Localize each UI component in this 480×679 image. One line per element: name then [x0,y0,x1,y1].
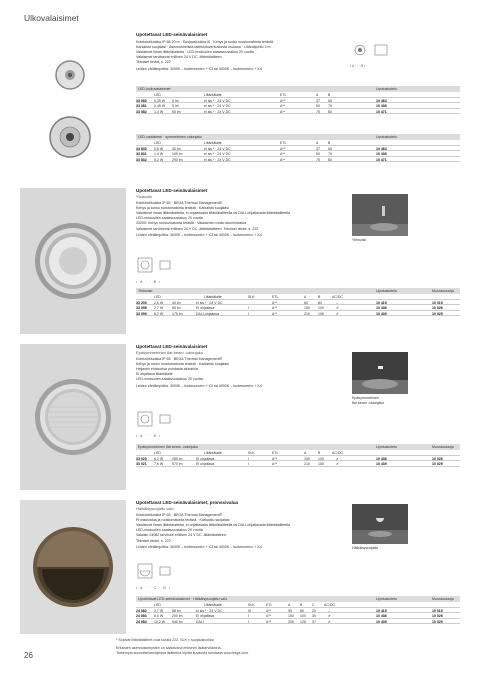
footnotes: * Sopivat liitäntälaitteet ovat sivulla 222. SLK = suojausluokka Erilaisten asennuskehysten on saatavana erikseen lisätarvikkeina. Tarkempia suunnittelusohjeissa lisätietoa löydät kuvausta kohdasta www.bega.com. [116,638,250,655]
section-title: Upotettavat LED-seinävalaisimet [136,344,208,349]
section-title: Upotettavat LED-seinävalaisimet, pronssivalua [136,500,239,505]
table-row: 33 830 0,6 W 30 lm ei sis.* · 24 V DC A** 37 65 10 464 [136,146,460,152]
table-symmetric-lights [136,134,460,162]
dimension-symbols: • A · · · B • [350,64,366,68]
photo-caption: Yleisvalo [352,238,367,242]
dimension-symbols: • A · · B • [136,280,162,284]
table-columns: LED Liitäntälaite SLK ETL A B AC/DC [136,450,460,456]
table-row: 33 021 7,6 W 570 lm Ei ohjattava I A** 210 105 ✔ 10 439 10 029 [136,461,460,467]
section-subtitle: Yleisvalo [136,193,153,199]
page-title: Ulkovalaisimet [24,13,79,23]
table-row: 33 081 0,45 W 5 lm ei sis.* · 24 V DC A** 50 75 10 435 [136,103,460,109]
product-photo [20,344,126,490]
section-subtitle: Häikäisysuojattu valo [136,505,174,511]
product-photo [20,500,126,634]
dimension-symbols: • A · · C · B • [136,586,172,590]
dimension-drawing [136,562,196,582]
dimension-drawing [348,38,394,78]
table-path-lights [136,86,460,114]
photo-caption: Häikäisysuojattu [352,546,379,550]
table-row: 33 098 2,7 W 65 lm Ei ohjattava I A** 150 100 ✔ 10 436 10 026 [136,305,460,311]
section-title: Upotettavat LED-seinävalaisimet [136,188,208,193]
table-row: 33 082 1,4 W 50 lm ei sis.* · 24 V DC A** 75 80 10 471 [136,109,460,115]
table-flat-beam [136,444,460,467]
table-row: 33 831 1,4 W 105 lm ei sis.* · 24 V DC A** 50 75 10 435 [136,151,460,157]
dimension-drawing [136,410,196,430]
section-description: Kotelointiluokka IP 65 · BEGA Thermal Management® Kehys ja runko ruostumatonta terästä · Karkaistu suojalasi Heijastin eloksoitua puhdasta alumiinia Ei ohjattava liitäntälaite LED-moduulien saatavuustakuu 20 vuotta Leiden värilämpötila: 3000K – tuotenumero + K3 tai 4000K – tuotenumero + K4 [136,356,262,388]
table-row: 33 832 5,2 W 290 lm ei sis.* · 24 V DC A** 75 80 10 471 [136,157,460,163]
table-header-bar: LED-valaisimet · symmetrinen valonjako Upotuskotelo [136,134,460,140]
section-description: Kotelointiluokka IP 65 · BEGA Thermal Management® Pronssivalua ja ruostumatonta terästä · Karkaistu suojalasi Valaisimet ilman liitäntälaitetta, ei ohjattavalla liitäntälaitteella tai DALI-ohjattavalla liitäntälaitteella LED-moduulien saatavuustakuu 20 vuotta Valaisin 24082 tarvitsee erillisen 24 V DC -liitäntälaitteen. Tekniset tiedot, s. 222 Leiden värilämpötila: 3000K – tuotenumero + K3 tai 4000K – tuotenumero + K4 [136,512,291,549]
table-header-bar: Epäsymmetrinen flat beam -valonjako Upotuskotelo Muuraussarja [136,444,460,450]
application-photo [352,352,408,394]
table-header-bar: Upotettavat LED-seinävalaisimet · Häikäisysuojattu valo Upotuskotelo Muuraussarja [136,596,460,602]
table-columns: LED Liitäntälaite SLK ETL A B C AC/DC [136,602,460,608]
table-columns: LED Liitäntälaite SLK ETL A B AC/DC [136,294,460,300]
table-row: 33 080 0,35 W 5 lm ei sis.* · 24 V DC A** 37 65 10 464 [136,98,460,104]
page-number: 26 [24,651,33,660]
table-row: 24 084 10,2 W 540 lm DALI I A** 200 125 37 ✔ 10 439 10 029 [136,619,460,625]
product-image-general [20,188,126,334]
photo-caption: Epäsymmetrinen flat beam -valonjako [352,396,385,405]
product-photo [20,32,126,184]
section-general-light [20,184,460,334]
section-bronze-glare-free [20,496,460,636]
product-image-flat-beam [20,344,126,490]
section-led-path-lights [20,28,460,178]
product-image-bronze [20,500,126,634]
table-row: 33 020 6,2 W 285 lm Ei ohjattava I A** 150 100 ✔ 10 436 10 026 [136,456,460,462]
section-flat-beam [20,340,460,490]
section-title: Upotettavat LED-seinävalaisimet [136,32,208,37]
section-subtitle: Epäsymmetrinen flat beam -valonjako [136,349,203,355]
table-row: 33 099 8,2 W 175 lm DALI-ohjattava I A** 210 105 ✔ 10 439 10 029 [136,311,460,317]
product-photo [20,188,126,334]
table-header-bar: LED-kulkuvalaisimet Upotuskotelo [136,86,460,92]
section-description: Kotelointiluokka IP 68 20 m · Suojausluokka III · Kehys ja runko ruostumatonta terästä Karkaistu suojalasi · Asennushelistä taitekuituverkostosta mukana · Liitäntäjohto 3 m Valaisimet ilman liitäntälaitetta · LED-moduulien saatavuustakuu 20 vuotta Valaisimet tarvitsevat erillisen 24 V DC -liitäntälaitteen. Tekniset tiedot, s. 222 Leiden värilämpötila: 3000K – tuotenumero + K3 tai 4000K – tuotenumero + K4 [136,39,273,71]
table-row: 24 083 6,0 W 200 lm Ei ohjattava I A** 150 100 30 ✔ 10 436 10 026 [136,613,460,619]
table-columns: LED Liitäntälaite ETL A B [136,140,460,146]
application-photo [352,194,408,236]
table-columns: LED Liitäntälaite ETL A B [136,92,460,98]
table-row: 33 200 2,6 W 40 lm ei sis.* · 24 V DC A** 60 80 – 10 415 10 015 [136,300,460,306]
dimension-symbols: • A · · B • [136,434,162,438]
product-image-path-light [20,32,126,184]
table-header-bar: Yleisvalo Upotuskotelo Muuraussarja [136,288,460,294]
table-general-light [136,288,460,316]
application-photo [352,504,408,544]
dimension-drawing [136,256,196,276]
section-description: Kotelointiluokka IP 65 · BEGA Thermal Management® Kehys ja runko ruostumatonta terästä · Karkaistu suojalasi Valaisimet ilman liitäntälaitetta, ei ohjattavalla liitäntälaitteella tai DALI-ohjattavalla liitäntälaitteella LED-moduulien saatavuustakuu 20 vuotta 33200: Kehys ruostumatonta terästä · Valaisimen runko alumiinivalua Valaisimet tarvitsevat erillisen 24 V DC -liitäntälaitteen. Tekniset tiedot, s. 222 Leiden värilämpötila: 3000K – tuotenumero + K3 tai 4000K – tuotenumero + K4 [136,200,291,237]
table-bronze [136,596,460,624]
table-row: 24 082 2,7 W 88 lm ei sis.* · 24 V DC III A** 95 80 20 – 10 415 10 015 [136,608,460,614]
